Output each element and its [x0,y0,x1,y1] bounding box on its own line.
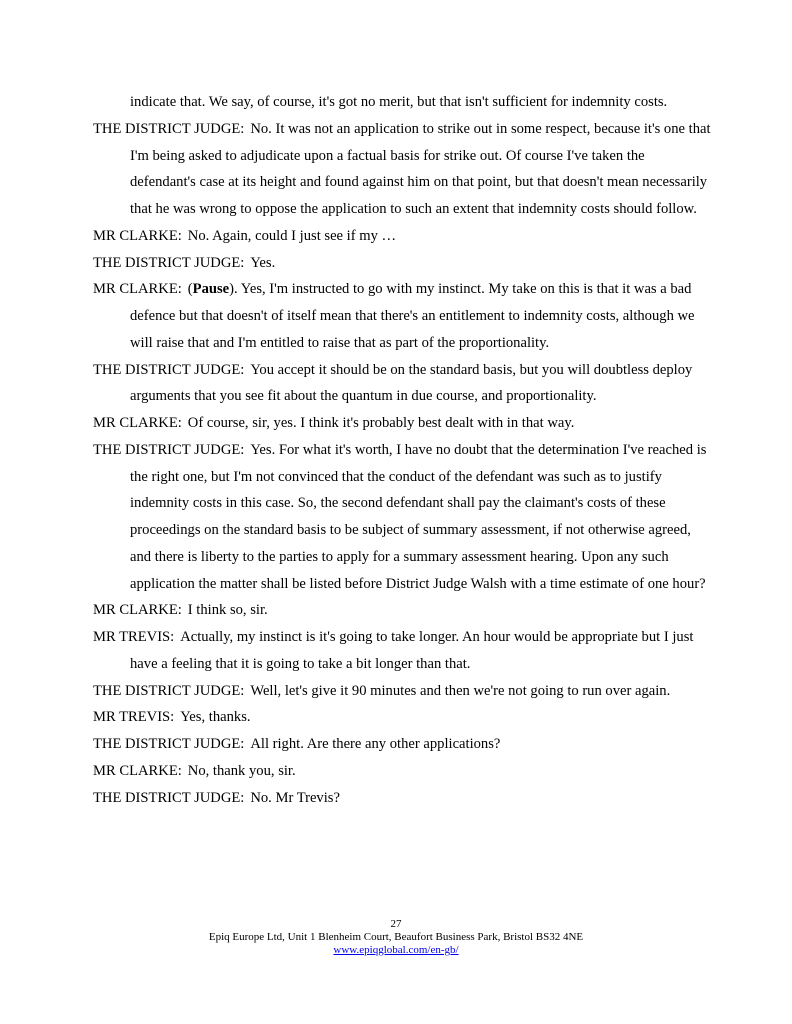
speech-text: No. Again, could I just see if my … [187,227,397,244]
transcript-paragraph [93,250,713,277]
speaker-label: MR TREVIS: [93,709,175,726]
speech-text: ). Yes, I'm instructed to go with my instinct. My take on this is that it was a bad defence but that doesn't of itself mean that there's an entitlement to indemnity costs, although we will raise that and I'm entitled to raise that as part of the proportionality. [130,281,695,351]
speaker-label: MR CLARKE: [93,602,182,619]
speaker-label: THE DISTRICT JUDGE: [93,441,245,458]
stage-direction: Pause [192,281,230,298]
transcript-paragraph [93,357,713,411]
speech-text: ( [187,281,193,298]
speech-text: No. It was not an application to strike out in some respect, because it's one that I'm being asked to adjudicate upon a factual basis for strike out. Of course I've taken the defendant's case at its height and found against him on that point, but that doesn't mean necessarily that he was wrong to oppose the application to such an extent that indemnity costs should follow. [130,120,711,217]
speech-text: I think so, sir. [187,602,268,619]
speaker-label: THE DISTRICT JUDGE: [93,120,245,137]
speech-text: No. Mr Trevis? [250,789,340,806]
speaker-label: MR CLARKE: [93,415,182,431]
transcript-paragraph [93,785,713,812]
company-address: Epiq Europe Ltd, Unit 1 Blenheim Court, Beaufort Business Park, Bristol BS32 4NE [208,931,584,943]
speaker-label: THE DISTRICT JUDGE: [93,736,245,752]
transcript-paragraph [93,624,713,678]
transcript-paragraph [93,116,713,223]
transcript-paragraph [93,89,713,116]
speaker-label: THE DISTRICT JUDGE: [93,361,245,378]
speaker-label: MR TREVIS: [93,629,175,645]
transcript-paragraph [93,276,713,356]
transcript-paragraph [93,597,713,624]
transcript-paragraph [93,678,713,705]
speech-text: You accept it should be on the standard basis, but you will doubtless deploy arguments that you see fit about the quantum in due course, and proportionality. [130,361,693,405]
transcript-paragraph [93,437,713,598]
speaker-label: THE DISTRICT JUDGE: [93,789,245,806]
speech-text: Of course, sir, yes. I think it's probably best dealt with in that way. [187,415,575,431]
speech-text: indicate that. We say, of course, it's got no merit, but that isn't sufficient for indemnity costs. [130,94,668,110]
speech-text: No, thank you, sir. [187,762,296,779]
speaker-label: THE DISTRICT JUDGE: [93,254,245,271]
speech-text: Yes. For what it's worth, I have no doubt that the determination I've reached is the right one, but I'm not convinced that the conduct of the defendant was such as to justify indemnity costs in this case. So, the second defendant shall pay the claimant's costs of these proceedings on the standard basis to be subject of summary assessment, if not otherwise agreed, and there is liberty to the parties to apply for a summary assessment hearing. Upon any such application the matter shall be listed before District Judge Walsh with a time estimate of one hour? [130,441,707,592]
transcript-paragraph [93,223,713,250]
speaker-label: MR CLARKE: [93,281,182,298]
transcript-paragraph [93,758,713,785]
speech-text: Actually, my instinct is it's going to take longer. An hour would be appropriate but I just have a feeling that it is going to take a bit longer than that. [130,629,694,672]
speaker-label: THE DISTRICT JUDGE: [93,682,245,699]
transcript-paragraph [93,704,713,731]
transcript-body [93,89,713,811]
speech-text: Well, let's give it 90 minutes and then we're not going to run over again. [250,682,671,699]
page-number: 27 [390,918,402,930]
speaker-label: MR CLARKE: [93,227,182,244]
speaker-label: MR CLARKE: [93,762,182,779]
speech-text: All right. Are there any other applications? [250,736,501,752]
transcript-paragraph [93,410,713,437]
transcript-paragraph [93,731,713,758]
speech-text: Yes. [250,254,276,271]
speech-text: Yes, thanks. [180,709,251,726]
page-footer [0,918,792,957]
website-link[interactable]: www.epiqglobal.com/en-gb/ [333,944,459,956]
